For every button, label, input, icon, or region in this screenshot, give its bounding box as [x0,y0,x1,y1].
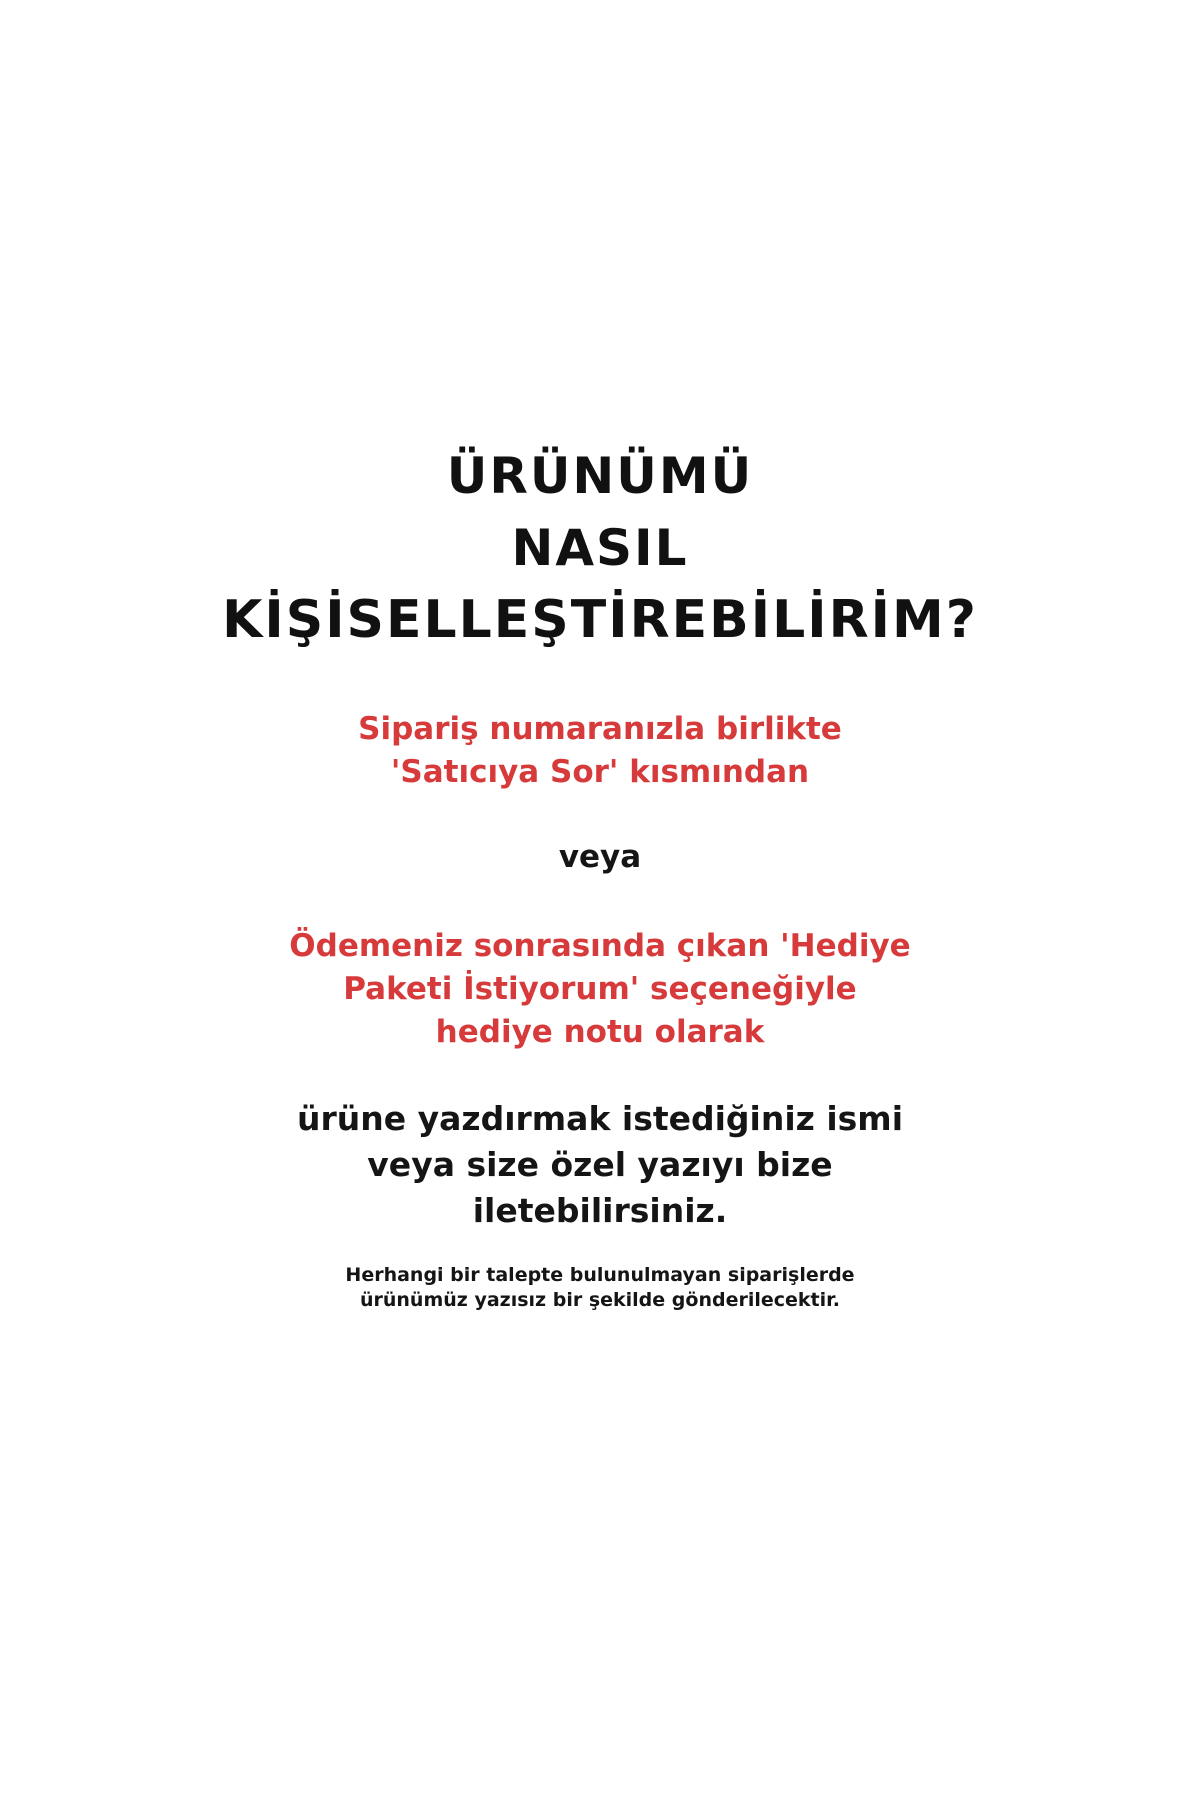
option-ask-seller-line-1: Sipariş numaranızla birlikte [358,711,842,747]
separator-label: veya [558,839,642,875]
instruction-line-1: ürüne yazdırmak istediğiniz ismi [296,1099,904,1138]
footnote-line-1: Herhangi bir talepte bulunulmayan siparişlerde [345,1264,855,1286]
title-line-2: NASIL [511,519,689,577]
option-gift-note-line-2: Paketi İstiyorum' seçeneğiyle [343,971,857,1007]
title-line-1: ÜRÜNÜMÜ [446,447,754,505]
footnote [0,1263,1200,1313]
option-gift-note [0,925,1200,1054]
instruction-line-2: veya size özel yazıyı bize [367,1145,833,1184]
option-ask-seller-line-2: 'Satıcıya Sor' kısmından [390,754,810,790]
option-gift-note-line-3: hediye notu olarak [435,1014,765,1050]
footnote-line-2: ürünümüz yazısız bir şekilde gönderilecektir. [359,1289,840,1311]
instruction-line-3: iletebilirsiniz. [472,1191,728,1230]
option-ask-seller [0,708,1200,794]
title-line-3: KİŞİSELLEŞTİREBİLİRİM? [222,590,978,650]
page-title [0,440,1200,656]
instruction-text [0,1096,1200,1234]
separator-text [0,836,1200,879]
option-gift-note-line-1: Ödemeniz sonrasında çıkan 'Hediye [289,928,911,964]
